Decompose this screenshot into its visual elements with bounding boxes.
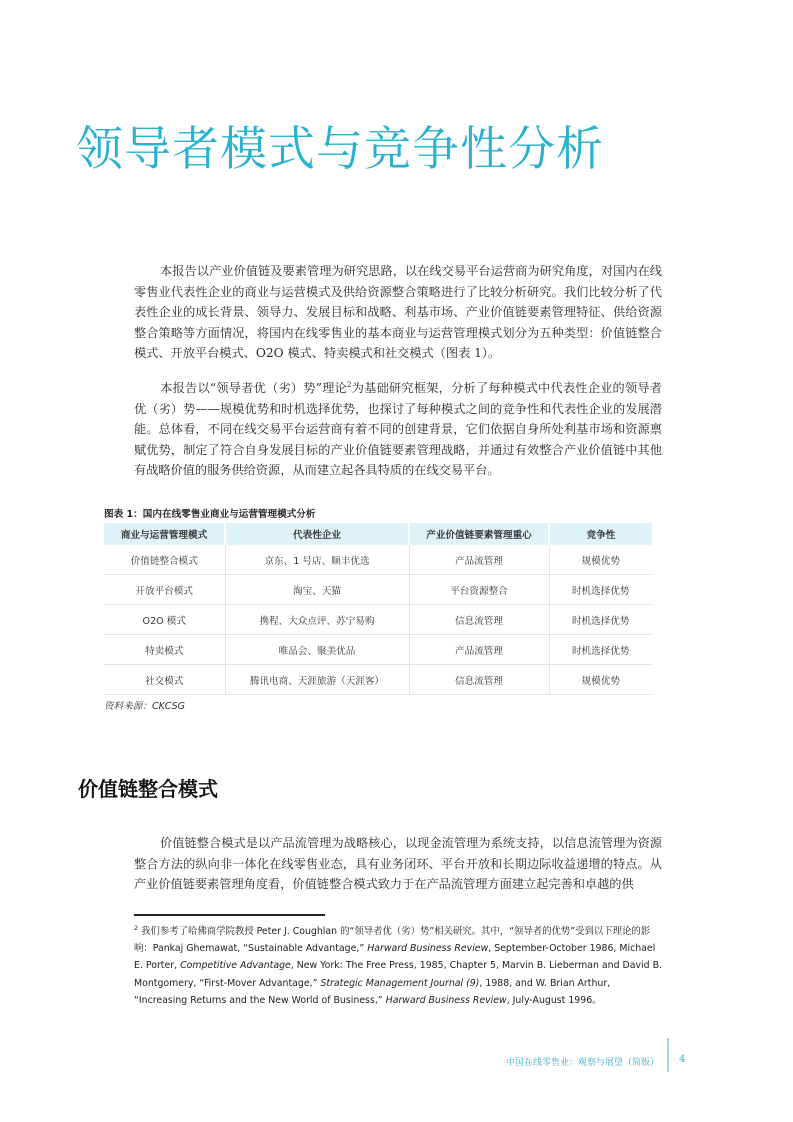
- footnote-text: 我们参考了哈佛商学院教授 Peter J. Coughlan 的“领导者优（劣）势”相关研究。其中，“领导者的优势”受到以下理论的影响：Pankaj Ghemawat, “Sustainable Advantage,”: [134, 926, 651, 955]
- table-cell: 产品流管理: [409, 635, 549, 665]
- table-cell: 携程、大众点评、苏宁易购: [225, 605, 409, 635]
- section-heading: 价值链整合模式: [78, 777, 218, 801]
- table-source: 资料来源：CKCSG: [104, 701, 186, 712]
- table-row: [104, 545, 652, 575]
- footer-title: 中国在线零售业：观察与展望（简版）: [505, 1058, 659, 1068]
- table-cell: 腾讯电商、天涯旅游（天涯客）: [225, 665, 409, 695]
- table-row: [104, 575, 652, 605]
- table-cell: 特卖模式: [104, 635, 225, 665]
- table-header-cell: 产业价值链要素管理重心: [409, 523, 549, 545]
- journal-name: Harward Business Review: [367, 943, 489, 955]
- footnote-ref[interactable]: 2: [347, 380, 352, 389]
- table-row: [104, 665, 652, 695]
- footnote: [134, 923, 664, 1009]
- page-number: 4: [679, 1054, 686, 1065]
- table-cell: 京东、1 号店、顺丰优选: [225, 545, 409, 575]
- section-paragraph: [134, 833, 662, 895]
- table-cell: 平台资源整合: [409, 575, 549, 605]
- journal-name: Harward Business Review: [385, 994, 507, 1006]
- footnote-divider: [134, 914, 325, 916]
- table-row: [104, 605, 652, 635]
- table-cell: O2O 模式: [104, 605, 225, 635]
- book-title: Competitive Advantage: [180, 960, 291, 972]
- intro-paragraph-2-text-b: 为基础研究框架，分析了每种模式中代表性企业的领导者优（劣）势——规模优势和时机选择优势，也探讨了每种模式之间的竞争性和代表性企业的发展潜能。总体看，不同在线交易平台运营商有着不同的创建背景，它们依据自身所处利基市场和资源禀赋优势，制定了符合自身发展目标的产业价值链要素管理战略，并通过有效整合产业价值链中其他有战略价值的服务供给资源，从而建立起各具特质的在线交易平台。: [134, 381, 663, 478]
- intro-paragraph-2: [134, 378, 662, 481]
- footnote-text: , New York: The Free Press, 1985, Chapter 5, Marvin B. Lieberman and David B. Montgomery, “First-Mover Advantage,”: [134, 960, 662, 989]
- figure-caption: 图表 1：国内在线零售业商业与运营管理模式分析: [104, 509, 316, 520]
- table-cell: 规模优势: [549, 545, 652, 575]
- footnote-number: 2: [134, 923, 139, 932]
- table-header-cell: 商业与运营管理模式: [104, 523, 225, 545]
- table-cell: 时机选择优势: [549, 635, 652, 665]
- table-cell: 时机选择优势: [549, 605, 652, 635]
- table-cell: 社交模式: [104, 665, 225, 695]
- table-cell: 开放平台模式: [104, 575, 225, 605]
- table-cell: 规模优势: [549, 665, 652, 695]
- table-row: [104, 635, 652, 665]
- table-cell: 价值链整合模式: [104, 545, 225, 575]
- footer-divider: [667, 1038, 669, 1072]
- intro-paragraph-1-text: 本报告以产业价值链及要素管理为研究思路，以在线交易平台运营商为研究角度，对国内在线零售业代表性企业的商业与运营模式及供给资源整合策略进行了比较分析研究。我们比较分析了代表性企业的成长背景、领导力、发展目标和战略、利基市场、产业价值链要素管理特征、供给资源整合策略等方面情况，将国内在线零售业的基本商业与运营管理模式划分为五种类型：价值链整合模式、开放平台模式、O2O 模式、特卖模式和社交模式（图表 1）。: [134, 264, 662, 361]
- table-header-cell: 代表性企业: [225, 523, 409, 545]
- business-model-table: [104, 523, 652, 695]
- table-cell: 产品流管理: [409, 545, 549, 575]
- footnote-text: , 1988, and W. Brian Arthur, “Increasing Returns and the New World of Business,”: [134, 977, 611, 1006]
- table-cell: 唯品会、聚美优品: [225, 635, 409, 665]
- journal-name: Strategic Management Journal (9): [320, 977, 480, 989]
- table-cell: 信息流管理: [409, 665, 549, 695]
- intro-paragraph-2-text-a: 本报告以“领导者优（劣）势”理论: [160, 381, 348, 395]
- page-title: 领导者模式与竞争性分析: [76, 122, 604, 177]
- table-cell: 淘宝、天猫: [225, 575, 409, 605]
- footnote-text: , July-August 1996。: [506, 994, 602, 1006]
- table-header-row: [104, 523, 652, 545]
- table-cell: 时机选择优势: [549, 575, 652, 605]
- intro-paragraph-1: [134, 261, 662, 364]
- table-header-cell: 竞争性: [549, 523, 652, 545]
- footnote-text: , September-October 1986, Michael E. Porter,: [134, 943, 656, 972]
- section-paragraph-text: 价值链整合模式是以产品流管理为战略核心，以现金流管理为系统支持，以信息流管理为资源整合方法的纵向非一体化在线零售业态，具有业务闭环、平台开放和长期边际收益递增的特点。从产业价值链要素管理角度看，价值链整合模式致力于在产品流管理方面建立起完善和卓越的供: [134, 836, 662, 892]
- table-cell: 信息流管理: [409, 605, 549, 635]
